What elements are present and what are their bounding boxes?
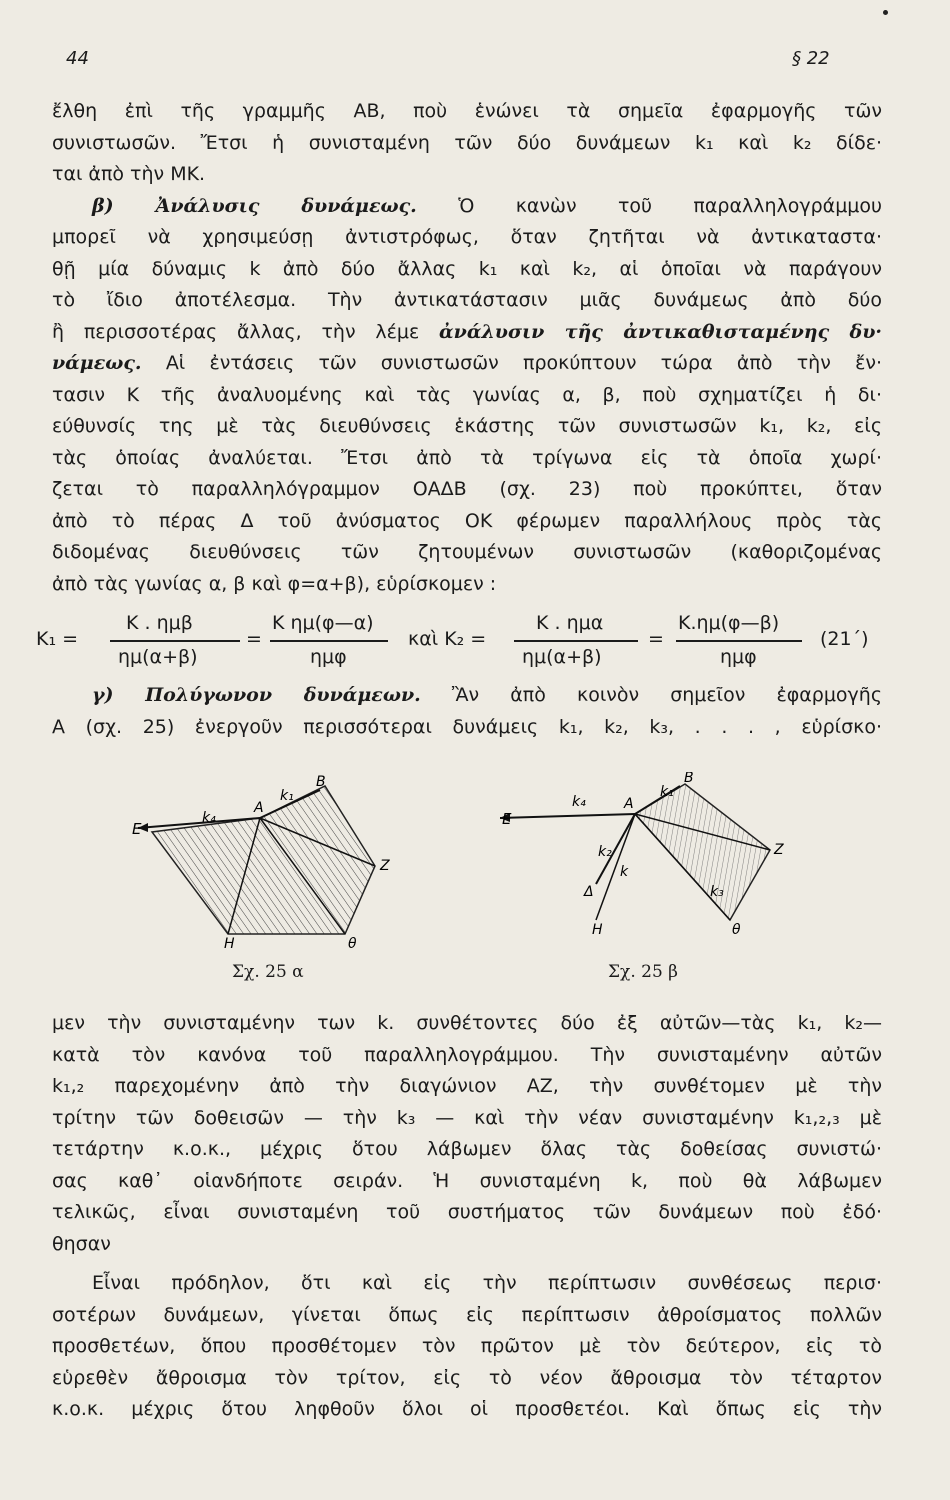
text-line: διδομένας διευθύνσεις τῶν ζητουμένων συνιστωσῶν (καθοριζομένας xyxy=(52,541,882,563)
text-line: προσθετέων, ὅπου προσθέτομεν τὸν πρῶτον μὲ τὸν δεύτερον, εἰς τὸ xyxy=(52,1335,882,1357)
text-fragment: Αἱ ἐντάσεις τῶν συνιστωσῶν προκύπτουν τώρα ἀπὸ τὴν ἔν· xyxy=(165,352,882,374)
text-line: κατὰ τὸν κανόνα τοῦ παραλληλογράμμου. Τὴν συνισταμένην αὐτῶν xyxy=(52,1043,882,1066)
text-line: σοτέρων δυνάμεων, γίνεται ὅπως εἰς περίπτωσιν ἀθροίσματος πολλῶν xyxy=(52,1303,882,1326)
text-line: κ.ο.κ. μέχρις ὅτου ληφθοῦν ὅλοι οἱ προσθετέοι. Καὶ ὅπως εἰς τὴν xyxy=(52,1398,882,1420)
section-number: § 22 xyxy=(792,48,830,69)
label-k1: k₁ xyxy=(280,788,294,804)
text-line: εὑρεθὲν ἄθροισμα τὸν τρίτον, εἰς τὸ νέον ἄθροισμα τὸν τέταρτον xyxy=(52,1366,882,1389)
label-k2: k₂ xyxy=(598,844,612,860)
caption-fig-25a: Σχ. 25 α xyxy=(232,962,304,982)
text-line: ἀπὸ τὰς γωνίας α, β καὶ φ=α+β), εὑρίσκομεν : xyxy=(52,572,497,595)
text-line: Α (σχ. 25) ἐνεργοῦν περισσότεραι δυνάμεις k₁, k₂, k₃, . . . , εὑρίσκο· xyxy=(52,715,882,738)
label-a: A xyxy=(254,800,264,816)
label-a: A xyxy=(624,796,634,812)
page-number: 44 xyxy=(66,48,89,69)
formula-denominator: ημ(α+β) xyxy=(522,646,602,668)
formula-numerator: K . ημβ xyxy=(126,612,193,634)
speck-mark xyxy=(883,10,888,15)
force-k4-arrow xyxy=(500,814,635,818)
text-line: θῇ μία δύναμις k ἀπὸ δύο ἄλλας k₁ καὶ k₂, αἱ ὁποῖαι νὰ παράγουν xyxy=(52,257,882,280)
label-k: k xyxy=(620,864,629,880)
section-heading-polygon: γ) Πολύγωνον δυνάμεων. xyxy=(92,684,421,706)
label-e: Ε xyxy=(132,820,142,838)
text-line: ἔλθη ἐπὶ τῆς γραμμῆς ΑΒ, ποὺ ἑνώνει τὰ σημεῖα ἐφαρμογῆς τῶν xyxy=(52,100,882,122)
equation-number: (21΄) xyxy=(820,628,869,650)
formula-numerator: K . ημα xyxy=(536,612,604,634)
label-k4: k₄ xyxy=(572,794,586,810)
text-line: θησαν xyxy=(52,1232,111,1255)
label-b: B xyxy=(684,772,694,786)
label-k1: k₁ xyxy=(660,784,674,800)
text-line: k₁,₂ παρεχομένην ἀπὸ τὴν διαγώνιον ΑΖ, τὴν συνθέτομεν μὲ τὴν xyxy=(52,1075,882,1097)
label-h: Η xyxy=(592,922,603,938)
paragraph-summation xyxy=(52,1268,882,1426)
paragraph-polygon xyxy=(52,680,882,743)
text-line: τελικῶς, εἶναι συνισταμένη τοῦ συστήματος τῶν δυνάμεων ποὺ ἐδό· xyxy=(52,1201,882,1223)
label-delta: Δ xyxy=(584,884,594,900)
formula-lhs-k1: K₁ = xyxy=(36,628,79,650)
text-line: τὸ ἴδιο ἀποτέλεσμα. Τὴν ἀντικατάστασιν μιᾶς δυνάμεως ἀπὸ δύο xyxy=(52,289,882,311)
paragraph-top xyxy=(52,96,882,600)
fraction-bar xyxy=(110,640,240,642)
label-z: Z xyxy=(380,858,390,874)
text-line xyxy=(52,348,882,380)
text-fragment: ἢ περισσοτέρας ἄλλας, τὴν λέμε xyxy=(52,320,420,343)
figure-25b xyxy=(500,772,800,962)
formula-numerator: K ημ(φ—α) xyxy=(272,612,374,634)
text-line xyxy=(52,317,882,349)
caption-fig-25b: Σχ. 25 β xyxy=(608,962,678,982)
label-k3: k₃ xyxy=(710,884,724,900)
text-line: Εἶναι πρόδηλον, ὅτι καὶ εἰς τὴν περίπτωσιν συνθέσεως περισ· xyxy=(92,1272,882,1294)
section-heading-analysis: β) Ἀνάλυσις δυνάμεως. xyxy=(92,194,417,217)
text-fragment: Ἂν ἀπὸ κοινὸν σημεῖον ἐφαρμογῆς xyxy=(451,684,882,706)
text-line: συνιστωσῶν. Ἔτσι ἡ συνισταμένη τῶν δύο δυνάμεων k₁ καὶ k₂ δίδε· xyxy=(52,131,882,154)
formula-numerator: K.ημ(φ—β) xyxy=(678,612,780,634)
term-emphasis: νάμεως. xyxy=(52,352,142,374)
label-h: Η xyxy=(224,936,235,952)
text-line: ται ἀπὸ τὴν ΜΚ. xyxy=(52,163,206,185)
text-line xyxy=(52,680,882,712)
term-emphasis: ἀνάλυσιν τῆς ἀντικαθισταμένης δυ· xyxy=(439,320,882,343)
label-b: B xyxy=(316,774,326,790)
text-line: μεν τὴν συνισταμένην των k. συνθέτοντες δύο ἐξ αὐτῶν—τὰς k₁, k₂— xyxy=(52,1012,882,1034)
label-z: Z xyxy=(774,842,784,858)
force-polygon xyxy=(635,784,770,920)
text-line: τετάρτην κ.ο.κ., μέχρις ὅτου λάβωμεν ὅλας τὰς δοθείσας συνιστώ· xyxy=(52,1138,882,1160)
force-line xyxy=(596,814,635,920)
figure-25a xyxy=(130,772,400,962)
text-line: σας καθ᾽ οἱανδήποτε σειράν. Ἡ συνισταμένη k, ποὺ θὰ λάβωμεν xyxy=(52,1169,882,1192)
fraction-bar xyxy=(514,640,638,642)
formula-denominator: ημ(α+β) xyxy=(118,646,198,668)
text-line: ζεται τὸ παραλληλόγραμμον ΟΑΔΒ (σχ. 23) ποὺ προκύπτει, ὅταν xyxy=(52,478,882,500)
formula-equals: = xyxy=(246,628,262,650)
label-e: Ε xyxy=(502,810,512,828)
text-line: εύθυνσίς της μὲ τὰς διευθύνσεις ἑκάστης τῶν συνιστωσῶν k₁, k₂, εἰς xyxy=(52,415,882,437)
text-line: ἀπὸ τὸ πέρας Δ τοῦ ἀνύσματος ΟΚ φέρωμεν παραλλήλους πρὸς τὰς xyxy=(52,509,882,532)
label-k4: k₄ xyxy=(202,810,216,826)
text-line xyxy=(52,191,882,223)
formula-equals: = xyxy=(648,628,664,650)
text-fragment: Ὁ κανὼν τοῦ παραλληλογράμμου xyxy=(458,194,882,217)
formula-denominator: ημφ xyxy=(310,646,347,668)
text-line: τασιν Κ τῆς ἀναλυομένης καὶ τὰς γωνίας α, β, ποὺ σχηματίζει ἡ δι· xyxy=(52,383,882,406)
fraction-bar xyxy=(270,640,388,642)
text-line: τρίτην τῶν δοθεισῶν — τὴν k₃ — καὶ τὴν νέαν συνισταμένην k₁,₂,₃ μὲ xyxy=(52,1106,882,1129)
formula-21 xyxy=(36,608,886,678)
paragraph-composition xyxy=(52,1008,882,1260)
label-theta: θ xyxy=(732,922,741,938)
label-theta: θ xyxy=(348,936,357,952)
text-line: τὰς ὁποίας ἀναλύεται. Ἔτσι ἀπὸ τὰ τρίγωνα εἰς τὰ ὁποῖα χωρί· xyxy=(52,446,882,469)
fraction-bar xyxy=(676,640,802,642)
text-line: μπορεῖ νὰ χρησιμεύσῃ ἀντιστρόφως, ὅταν ζητῆται νὰ ἀντικαταστα· xyxy=(52,226,882,248)
formula-denominator: ημφ xyxy=(720,646,757,668)
formula-kai-k2: καὶ K₂ = xyxy=(408,628,487,650)
